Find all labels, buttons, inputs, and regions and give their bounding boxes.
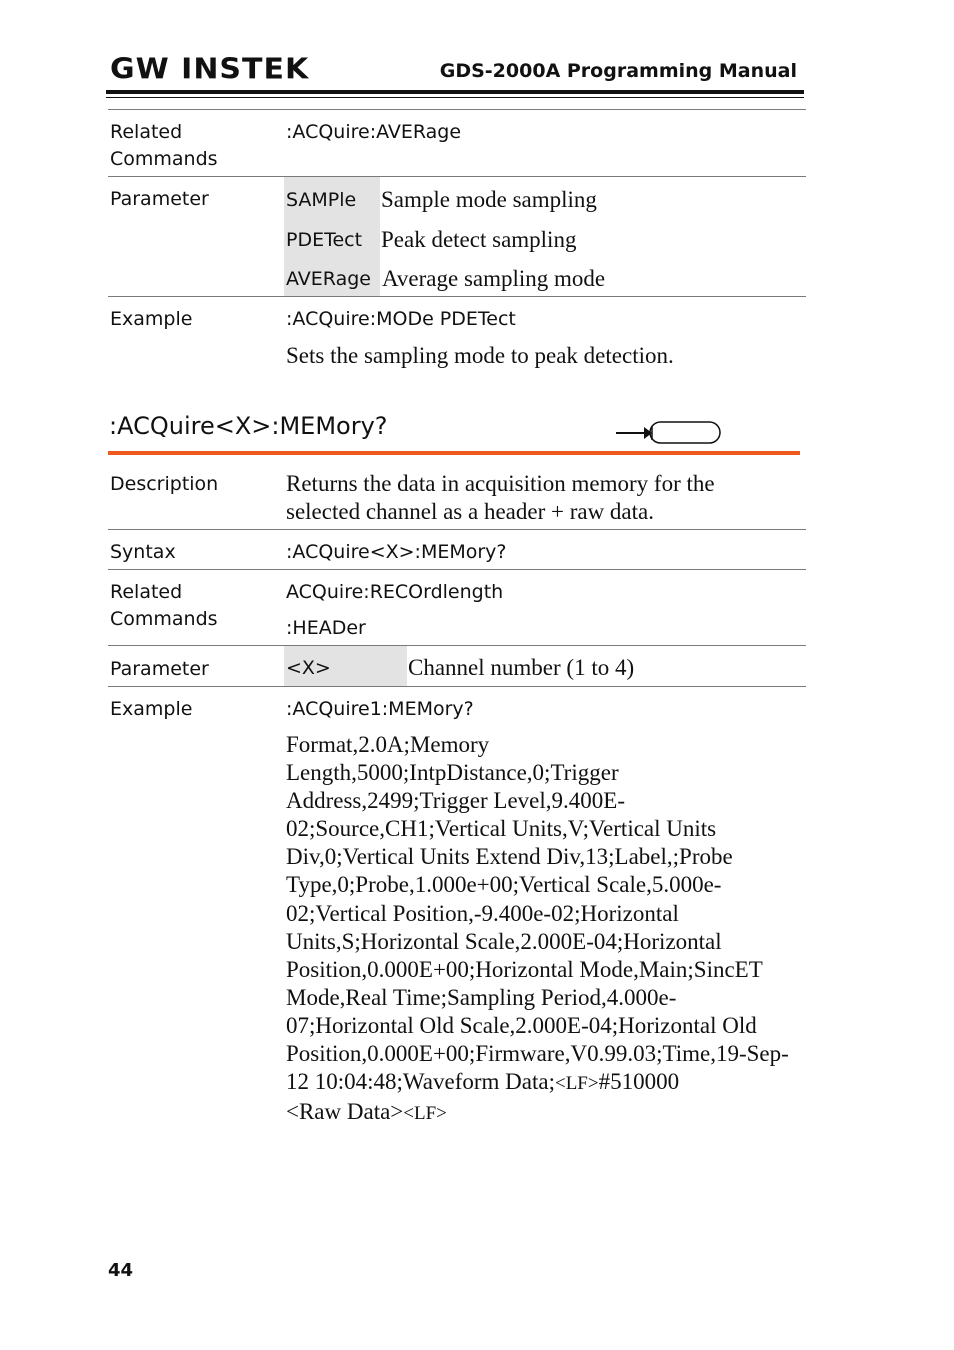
related-commands-label: Related Commands [110, 121, 218, 170]
table-divider [108, 569, 806, 570]
syntax-label: Syntax [110, 541, 176, 563]
related-commands-label: Related Commands [110, 581, 218, 630]
section-title-underline [108, 451, 800, 455]
parameter-desc: Sample mode sampling [381, 187, 597, 212]
parameter-desc: Peak detect sampling [381, 227, 577, 252]
description-label: Description [110, 473, 219, 495]
parameter-key: AVERage [286, 268, 371, 290]
example-label: Example [110, 308, 193, 330]
table-divider [108, 176, 806, 177]
page-number: 44 [108, 1260, 134, 1281]
related-command-value: ACQuire:RECOrdlength [286, 581, 504, 603]
header-rule [106, 90, 804, 94]
example-description: Sets the sampling mode to peak detection. [286, 343, 674, 368]
table-divider [108, 109, 806, 110]
example-label: Example [110, 698, 193, 720]
table-divider [108, 296, 806, 297]
parameter-label: Parameter [110, 658, 209, 680]
related-command-value: :HEADer [286, 617, 366, 639]
manual-title: GDS-2000A Programming Manual [439, 60, 797, 82]
parameter-label: Parameter [110, 188, 209, 210]
example-command: :ACQuire:MODe PDETect [286, 308, 516, 330]
example-command: :ACQuire1:MEMory? [286, 698, 474, 720]
table-divider [108, 686, 806, 687]
table-divider [108, 645, 806, 646]
query-arrow-icon [614, 420, 724, 446]
example-response [286, 731, 796, 1128]
table-divider [108, 529, 806, 530]
related-command-value: :ACQuire:AVERage [286, 121, 462, 143]
raw-data-token: <Raw Data> [286, 1099, 404, 1125]
brand-logo: GW INSTEK [110, 52, 310, 87]
description-text: Returns the data in acquisition memory for the selected channel as a header + raw data. [286, 471, 715, 524]
section-title: :ACQuire<X>:MEMory? [109, 412, 388, 440]
parameter-key: PDETect [286, 229, 363, 251]
linefeed-token: <LF> [403, 1103, 447, 1125]
header-rule-thin [106, 97, 804, 98]
parameter-desc: Channel number (1 to 4) [408, 655, 635, 680]
parameter-key: <X> [286, 657, 331, 679]
example-hash: #510000 [598, 1069, 680, 1095]
parameter-desc: Average sampling mode [382, 266, 606, 291]
example-response-text: Format,2.0A;Memory Length,5000;IntpDistance,0;Trigger Address,2499;Trigger Level,9.400E-02;Source,CH1;Vertical Units,V;Vertical Units Div,0;Vertical Units Extend Div,13;Label,;Probe Type,0;Probe,1.000e+00;Vertical Scale,5.000e-02;Vertical Position,-9.400e-02;Horizontal Units,S;Horizontal Scale,2.000E-04;Horizontal Position,0.000E+00;Horizontal Mode,Main;SincET Mode,Real Time;Sampling Period,4.000e-07;Horizontal Old Scale,2.000E-04;Horizontal Old Position,0.000E+00;Firmware,V0.99.03;Time,19-Sep-12 10:04:48;Waveform Data; [286, 732, 789, 1095]
syntax-value: :ACQuire<X>:MEMory? [286, 541, 507, 563]
linefeed-token: <LF> [554, 1073, 599, 1095]
parameter-key: SAMPle [286, 189, 357, 211]
